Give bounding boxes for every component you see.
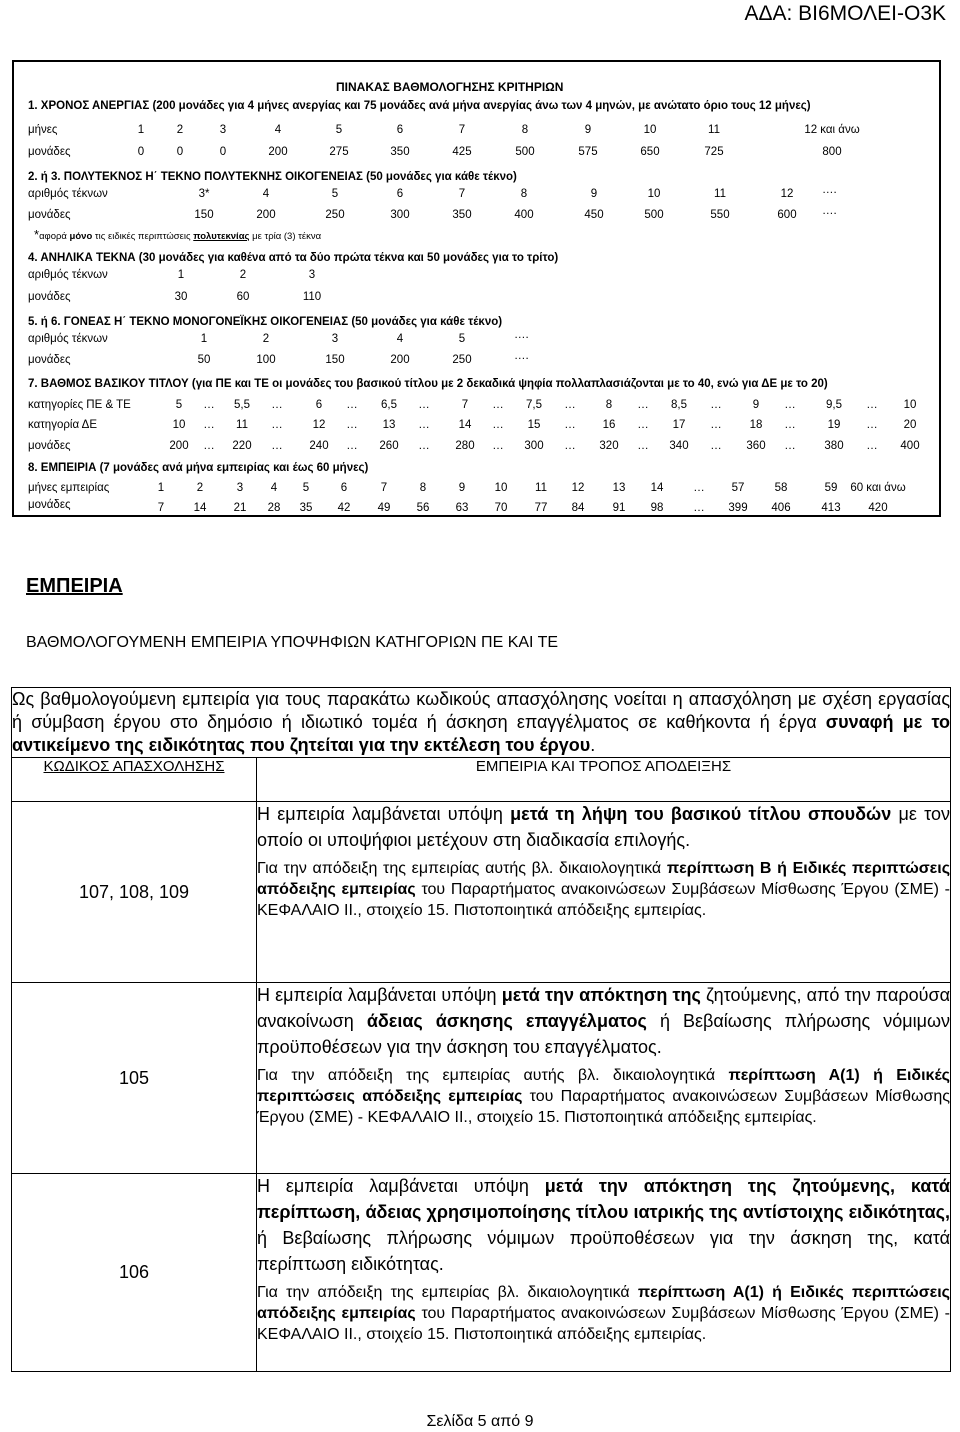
table-cell-value: 6 <box>396 188 404 200</box>
table-cell-value: 8,5 <box>671 399 687 411</box>
table-cell-value: 250 <box>452 354 472 366</box>
table-cell-value: 300 <box>390 209 410 221</box>
s8-title: 8. ΕΜΠΕΙΡΙΑ (7 μονάδες ανά μήνα εμπειρίας και έως 60 μήνες) <box>28 462 369 474</box>
s8-months-label: μήνες εμπειρίας <box>28 482 110 494</box>
table-cell-value: 4 <box>396 333 404 345</box>
table-cell-value: 14 <box>650 482 664 494</box>
table-cell-value: 0 <box>137 146 145 158</box>
table-cell-value: … <box>710 440 722 452</box>
table-cell-value: 2 <box>196 482 204 494</box>
table-cell-value: 4 <box>262 188 270 200</box>
table-cell-value: 11 <box>236 419 248 431</box>
table-cell-value: … <box>693 482 705 494</box>
table-cell-value: … <box>418 399 430 411</box>
table-cell-value: 399 <box>728 502 748 514</box>
table-cell-value: … <box>637 419 649 431</box>
table-cell-value: 1 <box>137 124 145 136</box>
experience-cell: Η εμπειρία λαμβάνεται υπόψη μετά την απόκτηση της ζητούμενης, από την παρούσα ανακοίνωση άδειας άσκησης επαγγέλματος ή Βεβαίωσης πλήρωσης νόμιμων προϋποθέσεων για την άσκηση του επαγγέλματος. Για την απόδειξη της εμπειρίας αυτής βλ. δικαιολογητικά περίπτωση Α(1) ή Ειδικές περιπτώσεις απόδειξης εμπειρίας του Παραρτήματος ανακοινώσεων Συμβάσεων Μίσθωσης Έργου (ΣΜΕ) - ΚΕΦΑΛΑΙΟ ΙΙ., στοιχείο 15. Πιστοποιητικά απόδειξης εμπειρίας. <box>257 983 951 1174</box>
s7-title: 7. ΒΑΘΜΟΣ ΒΑΣΙΚΟΥ ΤΙΤΛΟΥ (για ΠΕ και ΤΕ οι μονάδες του βασικού τίτλου με 2 δεκαδικά ψηφία πολλαπλασιάζονται με το 40, ενώ για ΔΕ με το 20) <box>28 378 828 390</box>
table-cell-value: 1 <box>157 482 165 494</box>
table-cell-value: 340 <box>669 440 689 452</box>
table-cell-value: 15 <box>527 419 541 431</box>
experience-table <box>11 687 951 1372</box>
table-cell-value: 800 <box>822 146 842 158</box>
s4-children-label: αριθμός τέκνων <box>28 269 108 281</box>
table-cell-value: 9 <box>458 482 466 494</box>
table-cell-value: 5,5 <box>234 399 250 411</box>
table-cell-value: 13 <box>382 419 396 431</box>
table-cell-value: 57 <box>731 482 745 494</box>
table-cell-value: … <box>637 399 649 411</box>
table-cell-value: 9 <box>584 124 592 136</box>
table-cell-value: 350 <box>390 146 410 158</box>
table-cell-value: 18 <box>749 419 763 431</box>
table-cell-value: 240 <box>309 440 329 452</box>
table-cell-value: 16 <box>602 419 616 431</box>
s4-units-label: μονάδες <box>28 291 71 303</box>
table-cell-value: 200 <box>390 354 410 366</box>
table-cell-value: 500 <box>515 146 535 158</box>
table-cell-value: 0 <box>219 146 227 158</box>
table-cell-value: … <box>203 419 215 431</box>
table-cell-value: 5 <box>302 482 310 494</box>
s2-units-label: μονάδες <box>28 209 71 221</box>
col-header-experience: ΕΜΠΕΙΡΙΑ ΚΑΙ ΤΡΟΠΟΣ ΑΠΟΔΕΙΞΗΣ <box>257 758 951 802</box>
table-cell-value: 3* <box>198 188 210 200</box>
table-cell-value: 280 <box>455 440 475 452</box>
table-cell-value: 21 <box>233 502 247 514</box>
code-cell: 105 <box>12 983 257 1174</box>
table-cell-value: 2 <box>176 124 184 136</box>
table-cell-value: 7 <box>380 482 388 494</box>
s1-title: 1. ΧΡΟΝΟΣ ΑΝΕΡΓΙΑΣ (200 μονάδες για 4 μήνες ανεργίας και 75 μονάδες ανά μήνα ανεργίας άνω των 4 μηνών, με ανώτατο όριο τους 12 μήνες) <box>28 100 811 112</box>
table-cell-value: 200 <box>268 146 288 158</box>
table-cell-value: 9 <box>590 188 598 200</box>
s2-children-label: αριθμός τέκνων <box>28 188 108 200</box>
table-cell-value: 5 <box>331 188 339 200</box>
table-cell-value: 1 <box>177 269 185 281</box>
table-cell-value: … <box>710 419 722 431</box>
s5-children-label: αριθμός τέκνων <box>28 333 108 345</box>
experience-intro: Ως βαθμολογούμενη εμπειρία για τους παρακάτω κωδικούς απασχόλησης νοείται η απασχόληση με σχέση εργασίας ή σύμβαση έργου στο δημόσιο ή ιδιωτικό τομέα ή άσκηση επαγγέλματος σε καθήκοντα ή έργα συναφή με το αντικείμενο της ειδικότητας που ζητείται για την εκτέλεση του έργου. <box>12 688 951 758</box>
table-cell-value: 200 <box>169 440 189 452</box>
table-cell-value: 350 <box>452 209 472 221</box>
table-cell-value: 575 <box>578 146 598 158</box>
table-cell-value: 450 <box>584 209 604 221</box>
table-cell-value: 8 <box>605 399 613 411</box>
table-cell-value: 42 <box>337 502 351 514</box>
table-cell-value: 100 <box>256 354 276 366</box>
table-cell-value: 7 <box>157 502 165 514</box>
table-cell-value: … <box>492 419 504 431</box>
table-cell-value: … <box>784 419 796 431</box>
table-cell-value: … <box>492 440 504 452</box>
score-table <box>12 60 941 517</box>
s7-de-label: κατηγορία ΔΕ <box>28 419 97 431</box>
table-cell-value: 2 <box>262 333 270 345</box>
table-cell-value: 56 <box>416 502 430 514</box>
s4-title: 4. ΑΝΗΛΙΚΑ ΤΕΚΝΑ (30 μονάδες για καθένα από τα δύο πρώτα τέκνα και 50 μονάδες για το τρίτο) <box>28 252 559 264</box>
table-cell-value: 550 <box>710 209 730 221</box>
table-cell-value: 14 <box>193 502 207 514</box>
page-footer: Σελίδα 5 από 9 <box>426 1413 534 1430</box>
table-cell-value: 10 <box>494 482 508 494</box>
table-cell-value: 8 <box>419 482 427 494</box>
table-cell-value: 6 <box>340 482 348 494</box>
table-cell-value: 3 <box>308 269 316 281</box>
table-cell-value: 3 <box>331 333 339 345</box>
table-cell-value: 7 <box>461 399 469 411</box>
table-cell-value: 7,5 <box>526 399 542 411</box>
table-cell-value: 220 <box>232 440 252 452</box>
table-cell-value: 98 <box>650 502 664 514</box>
table-cell-value: 5 <box>458 333 466 345</box>
ellipsis-marker: …. <box>822 205 837 217</box>
table-cell-value: 30 <box>174 291 188 303</box>
table-cell-value: 14 <box>458 419 472 431</box>
experience-heading: ΕΜΠΕΙΡΙΑ <box>26 575 123 597</box>
table-cell-value: 10 <box>647 188 661 200</box>
table-cell-value: 650 <box>640 146 660 158</box>
table-cell-value: 3 <box>236 482 244 494</box>
table-cell-value: 19 <box>827 419 841 431</box>
experience-cell: Η εμπειρία λαμβάνεται υπόψη μετά τη λήψη του βασικού τίτλου σπουδών με τον οποίο οι υποψήφιοι μετέχουν στη διαδικασία επιλογής. Για την απόδειξη της εμπειρίας αυτής βλ. δικαιολογητικά περίπτωση Β ή Ειδικές περιπτώσεις απόδειξης εμπειρίας του Παραρτήματος ανακοινώσεων Συμβάσεων Μίσθωσης Έργου (ΣΜΕ) - ΚΕΦΑΛΑΙΟ ΙΙ., στοιχείο 15. Πιστοποιητικά απόδειξης εμπειρίας. <box>257 802 951 983</box>
s5-title: 5. ή 6. ΓΟΝΕΑΣ Η΄ ΤΕΚΝΟ ΜΟΝΟΓΟΝΕΪΚΗΣ ΟΙΚΟΓΕΝΕΙΑΣ (50 μονάδες για κάθε τέκνο) <box>28 316 503 328</box>
table-cell-value: 7 <box>458 188 466 200</box>
table-cell-value: 110 <box>302 291 322 303</box>
table-cell-value: 8 <box>521 124 529 136</box>
s1-months-label: μήνες <box>28 124 58 136</box>
table-cell-value: 35 <box>299 502 313 514</box>
table-cell-value: 59 <box>824 482 838 494</box>
ellipsis-marker: …. <box>514 350 529 362</box>
table-cell-value: 70 <box>494 502 508 514</box>
table-cell-value: … <box>784 399 796 411</box>
col-header-code: ΚΩΔΙΚΟΣ ΑΠΑΣΧΟΛΗΣΗΣ <box>12 758 257 802</box>
table-cell-value: … <box>564 419 576 431</box>
s2-title: 2. ή 3. ΠΟΛΥΤΕΚΝΟΣ Η΄ ΤΕΚΝΟ ΠΟΛΥΤΕΚΝΗΣ ΟΙΚΟΓΕΝΕΙΑΣ (50 μονάδες για κάθε τέκνο) <box>28 171 517 183</box>
table-cell-value: … <box>203 440 215 452</box>
s1-units-label: μονάδες <box>28 146 71 158</box>
table-cell-value: 6 <box>315 399 323 411</box>
table-cell-value: … <box>346 440 358 452</box>
table-cell-value: 10 <box>172 419 186 431</box>
table-cell-value: 58 <box>774 482 788 494</box>
table-cell-value: … <box>564 399 576 411</box>
experience-cell: Η εμπειρία λαμβάνεται υπόψη μετά την απόκτηση της ζητούμενης, κατά περίπτωση, άδειας χρησιμοποίησης τίτλου ιατρικής της αντίστοιχης ειδικότητας, ή Βεβαίωσης πλήρωσης νόμιμων προϋποθέσεων για την άσκηση της, κατά περίπτωση ειδικότητας. Για την απόδειξη της εμπειρίας βλ. δικαιολογητικά περίπτωση Α(1) ή Ειδικές περιπτώσεις απόδειξης εμπειρίας του Παραρτήματος ανακοινώσεων Συμβάσεων Μίσθωσης Έργου (ΣΜΕ) - ΚΕΦΑΛΑΙΟ ΙΙ., στοιχείο 15. Πιστοποιητικά απόδειξης εμπειρίας. <box>257 1174 951 1372</box>
s7-pe-label: κατηγορίες ΠΕ & ΤΕ <box>28 399 131 411</box>
table-cell-value: 60 και άνω <box>850 482 906 494</box>
score-table-title: ΠΙΝΑΚΑΣ ΒΑΘΜΟΛΟΓΗΣΗΣ ΚΡΙΤΗΡΙΩΝ <box>336 80 564 94</box>
table-cell-value: … <box>492 399 504 411</box>
table-cell-value: 250 <box>325 209 345 221</box>
table-cell-value: 63 <box>455 502 469 514</box>
table-cell-value: … <box>203 399 215 411</box>
s5-units-label: μονάδες <box>28 354 71 366</box>
table-cell-value: 77 <box>534 502 548 514</box>
table-cell-value: 12 <box>312 419 326 431</box>
table-cell-value: 150 <box>194 209 214 221</box>
table-cell-value: 400 <box>514 209 534 221</box>
table-cell-value: 7 <box>458 124 466 136</box>
table-cell-value: 400 <box>900 440 920 452</box>
table-cell-value: 413 <box>821 502 841 514</box>
table-cell-value: 12 <box>571 482 585 494</box>
s2-note: *αφορά μόνο τις ειδικές περιπτώσεις πολυτεκνίας με τρία (3) τέκνα <box>34 227 322 242</box>
table-cell-value: … <box>418 419 430 431</box>
table-cell-value: 275 <box>329 146 349 158</box>
table-cell-value: 6,5 <box>381 399 397 411</box>
table-cell-value: 91 <box>612 502 626 514</box>
table-cell-value: 260 <box>379 440 399 452</box>
ellipsis-marker: …. <box>514 329 529 341</box>
s8-units-label: μονάδες <box>28 499 71 511</box>
table-cell-value: 17 <box>672 419 686 431</box>
table-cell-value: 6 <box>396 124 404 136</box>
table-cell-value: 1 <box>200 333 208 345</box>
table-cell-value: 320 <box>599 440 619 452</box>
table-cell-value: 9,5 <box>826 399 842 411</box>
table-cell-value: … <box>271 440 283 452</box>
table-cell-value: 406 <box>771 502 791 514</box>
table-cell-value: … <box>271 399 283 411</box>
s7-units-label: μονάδες <box>28 440 71 452</box>
table-cell-value: … <box>637 440 649 452</box>
table-cell-value: … <box>784 440 796 452</box>
table-cell-value: 11 <box>708 124 720 136</box>
table-cell-value: … <box>710 399 722 411</box>
table-cell-value: 49 <box>377 502 391 514</box>
table-cell-value: … <box>693 502 705 514</box>
table-cell-value: 3 <box>219 124 227 136</box>
table-cell-value: 300 <box>524 440 544 452</box>
table-cell-value: 84 <box>571 502 585 514</box>
table-cell-value: 28 <box>267 502 281 514</box>
table-cell-value: 13 <box>612 482 626 494</box>
table-cell-value: … <box>564 440 576 452</box>
table-cell-value: 2 <box>239 269 247 281</box>
code-cell: 106 <box>12 1174 257 1372</box>
table-cell-value: 11 <box>714 188 726 200</box>
table-cell-value: … <box>866 440 878 452</box>
table-cell-value: 8 <box>520 188 528 200</box>
table-cell-value: 50 <box>197 354 211 366</box>
table-cell-value: 500 <box>644 209 664 221</box>
table-cell-value: 200 <box>256 209 276 221</box>
table-cell-value: 12 <box>780 188 794 200</box>
table-cell-value: 20 <box>903 419 917 431</box>
table-cell-value: 11 <box>535 482 547 494</box>
table-cell-value: … <box>418 440 430 452</box>
table-cell-value: 380 <box>824 440 844 452</box>
table-cell-value: 10 <box>643 124 657 136</box>
table-cell-value: … <box>271 419 283 431</box>
table-cell-value: 425 <box>452 146 472 158</box>
table-cell-value: 5 <box>335 124 343 136</box>
code-cell: 107, 108, 109 <box>12 802 257 983</box>
table-cell-value: … <box>346 399 358 411</box>
table-cell-value: 600 <box>777 209 797 221</box>
table-cell-value: 0 <box>176 146 184 158</box>
table-cell-value: 420 <box>868 502 888 514</box>
table-cell-value: 60 <box>236 291 250 303</box>
experience-subheading: ΒΑΘΜΟΛΟΓΟΥΜΕΝΗ ΕΜΠΕΙΡΙΑ ΥΠΟΨΗΦΙΩΝ ΚΑΤΗΓΟΡΙΩΝ ΠΕ ΚΑΙ ΤΕ <box>26 634 559 651</box>
ada-code: ΑΔΑ: ΒΙ6ΜΟΛΕΙ-Ο3Κ <box>744 2 946 25</box>
table-cell-value: 5 <box>175 399 183 411</box>
table-cell-value: … <box>346 419 358 431</box>
table-cell-value: … <box>866 419 878 431</box>
table-cell-value: 9 <box>752 399 760 411</box>
table-cell-value: 360 <box>746 440 766 452</box>
table-cell-value: … <box>866 399 878 411</box>
table-cell-value: 12 και άνω <box>804 124 860 136</box>
table-cell-value: 4 <box>274 124 282 136</box>
table-cell-value: 725 <box>704 146 724 158</box>
table-cell-value: 150 <box>325 354 345 366</box>
table-cell-value: 4 <box>270 482 278 494</box>
ellipsis-marker: …. <box>822 184 837 196</box>
table-cell-value: 10 <box>903 399 917 411</box>
